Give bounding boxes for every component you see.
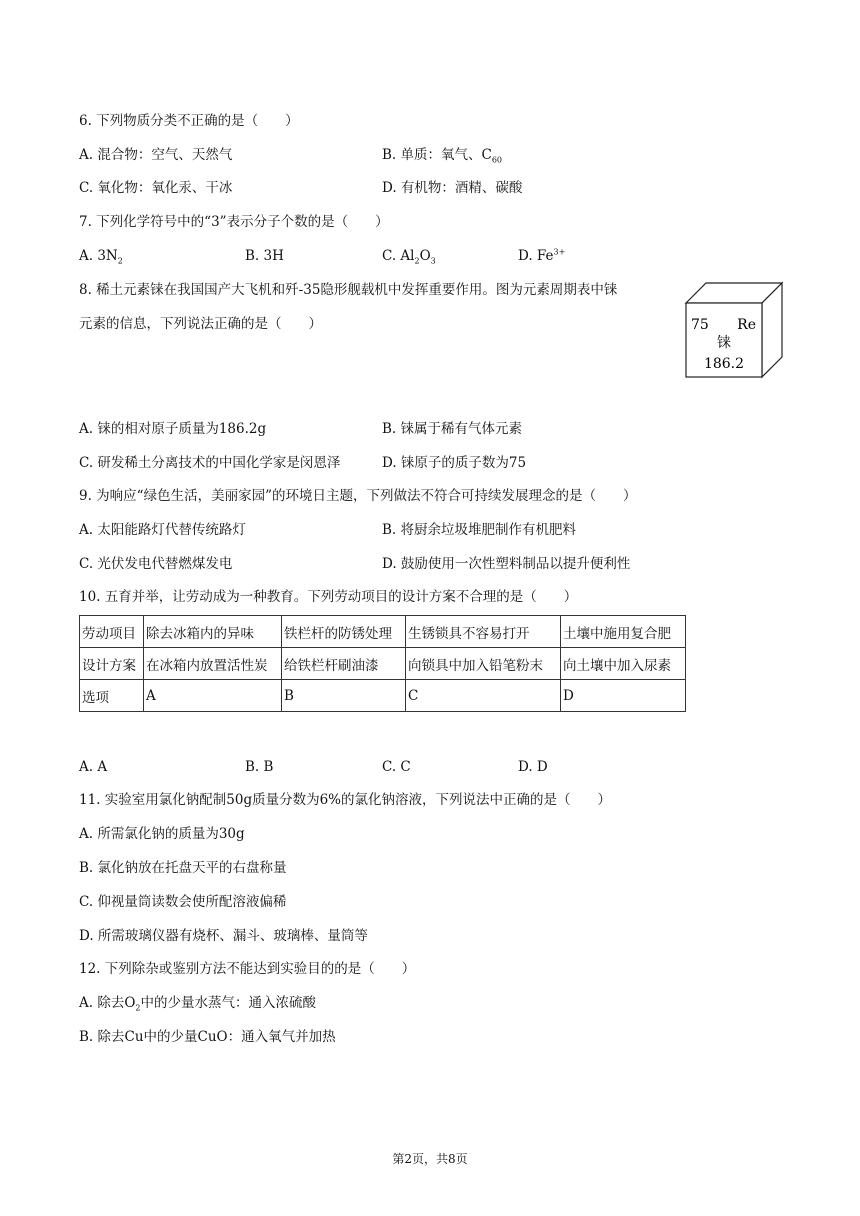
- q7-option-d: D. $Fe^{3+}$: [518, 247, 566, 264]
- q11-stem: 11. 实验室用氯化钠配制50g质量分数为6%的氯化钠溶液，下列说法中正确的是（ ）: [79, 792, 611, 808]
- q10-option-b: B. B: [245, 759, 274, 775]
- element-symbol: Re: [737, 317, 756, 333]
- table-cell: 劳动项目: [80, 616, 144, 648]
- table-cell: 在冰箱内放置活性炭: [144, 648, 282, 680]
- q10-table: [79, 615, 686, 712]
- q9-stem: 9. 为响应“绿色生活，美丽家园”的环境日主题，下列做法不符合可持续发展理念的是（ ）: [79, 488, 637, 504]
- page-footer: 第2页，共8页: [392, 1152, 468, 1166]
- q6-option-a: A. 混合物：空气、天然气: [79, 147, 233, 163]
- table-cell: 设计方案: [80, 648, 144, 680]
- table-cell: 土壤中施用复合肥: [561, 616, 686, 648]
- q11-option-c: C. 仰视量筒读数会使所配溶液偏稀: [79, 894, 287, 910]
- table-cell: 选项: [80, 680, 144, 712]
- table-cell: 向土壤中加入尿素: [561, 648, 686, 680]
- element-atomic-number: 75: [691, 317, 709, 333]
- q8-option-d: D. 铼原子的质子数为75: [382, 455, 527, 471]
- q6-option-c: C. 氧化物：氧化汞、干冰: [79, 180, 233, 196]
- q8-stem-line2: 元素的信息，下列说法正确的是（ ）: [79, 316, 322, 332]
- q10-stem: 10. 五育并举，让劳动成为一种教育。下列劳动项目的设计方案不合理的是（ ）: [79, 589, 578, 605]
- q8-stem-line1: 8. 稀土元素铼在我国国产大飞机和歼-35隐形舰载机中发挥重要作用。图为元素周期表中铼: [79, 282, 618, 298]
- table-cell: 除去冰箱内的异味: [144, 616, 282, 648]
- q10-option-c: C. C: [382, 759, 411, 775]
- table-row: [80, 616, 686, 648]
- table-cell: A: [144, 680, 282, 712]
- q9-option-c: C. 光伏发电代替燃煤发电: [79, 556, 233, 572]
- q8-option-b: B. 铼属于稀有气体元素: [382, 421, 523, 437]
- q8-option-a: A. 铼的相对原子质量为186.2g: [79, 421, 267, 437]
- q12-option-b: B. 除去Cu中的少量CuO：通入氧气并加热: [79, 1029, 336, 1045]
- table-cell: B: [282, 680, 406, 712]
- q12-stem: 12. 下列除杂或鉴别方法不能达到实验目的的是（ ）: [79, 961, 416, 977]
- q11-option-b: B. 氯化钠放在托盘天平的右盘称量: [79, 860, 287, 876]
- table-cell: 给铁栏杆刷油漆: [282, 648, 406, 680]
- q7-stem: 7. 下列化学符号中的“3”表示分子个数的是（ ）: [79, 214, 389, 230]
- table-row: [80, 680, 686, 712]
- q10-option-a: A. A: [79, 759, 108, 775]
- q6-option-d: D. 有机物：酒精、碳酸: [382, 180, 523, 196]
- q12-option-a: A. 除去$O_2$中的少量水蒸气：通入浓硫酸: [79, 995, 316, 1013]
- table-cell: 铁栏杆的防锈处理: [282, 616, 406, 648]
- table-row: [80, 648, 686, 680]
- table-cell: D: [561, 680, 686, 712]
- q6-option-b: B. 单质：氧气、$C_{60}$: [382, 147, 503, 165]
- q6-stem: 6. 下列物质分类不正确的是（ ）: [79, 113, 299, 129]
- table-cell: 生锈锁具不容易打开: [406, 616, 561, 648]
- q9-option-a: A. 太阳能路灯代替传统路灯: [79, 522, 246, 538]
- q7-option-b: B. 3H: [245, 248, 284, 264]
- q9-option-b: B. 将厨余垃圾堆肥制作有机肥料: [382, 522, 577, 538]
- table-cell: C: [406, 680, 561, 712]
- element-name: 铼: [717, 335, 731, 351]
- q11-option-a: A. 所需氯化钠的质量为30g: [79, 826, 245, 842]
- q7-option-c: C. $Al_2O_3$: [382, 248, 436, 266]
- element-cell-figure: [684, 281, 784, 379]
- q10-option-d: D. D: [518, 759, 548, 775]
- q8-option-c: C. 研发稀土分离技术的中国化学家是闵恩泽: [79, 455, 341, 471]
- q11-option-d: D. 所需玻璃仪器有烧杯、漏斗、玻璃棒、量筒等: [79, 928, 368, 944]
- table-cell: 向锁具中加入铅笔粉末: [406, 648, 561, 680]
- q9-option-d: D. 鼓励使用一次性塑料制品以提升便利性: [382, 556, 631, 572]
- element-atomic-mass: 186.2: [703, 356, 745, 372]
- q7-option-a: A. $3N_2$: [79, 248, 123, 266]
